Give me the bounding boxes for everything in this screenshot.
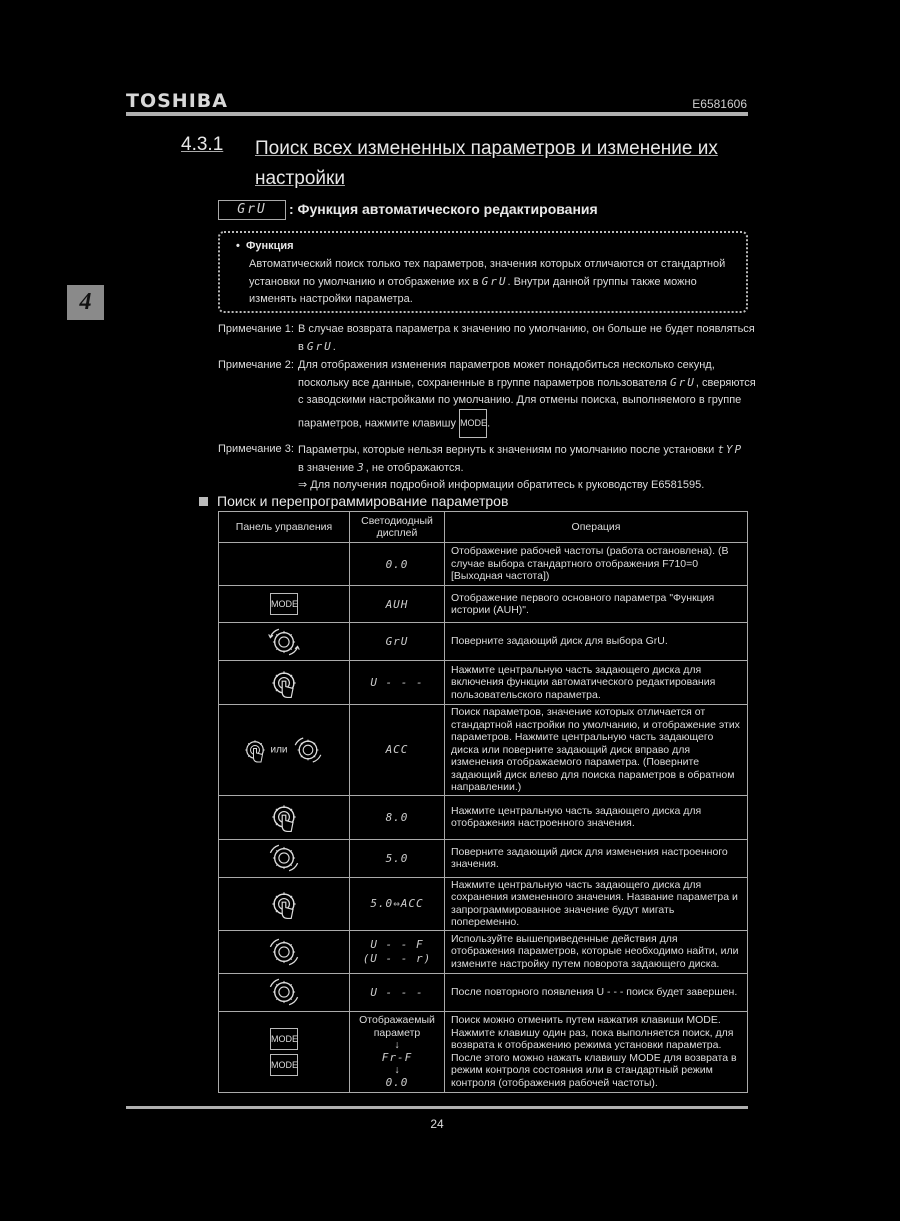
display-cell: U - - F (U - - r) [350,930,445,973]
rotate-dial-icon[interactable] [262,841,306,875]
panel-cell [219,1011,350,1092]
header-display: Светодиодный дисплей [350,512,445,543]
operation-cell: Используйте вышеприведенные действия для отображения параметров, которые необходимо найти, или измените настройку путем поворота задающего диска. [445,930,748,973]
display-cell: AUH [350,586,445,623]
display-cell: 5.0 [350,839,445,877]
mode-key: MODE [459,409,487,438]
table-header-row [219,512,748,543]
panel-cell [219,930,350,973]
operations-table [218,511,748,1093]
note-3: Примечание 3: Параметры, которые нельзя вернуть к значениям по умолчанию после установки tYP в значение 3, не отображаются. ⇒ Для получения подробной информации обратитесь к руководству E6581595. [218,443,744,491]
operation-cell: Нажмите центральную часть задающего диска для отображения настроенного значения. [445,795,748,839]
operation-cell: Поиск параметров, значение которых отличается от стандартной настройки по умолчанию, и отображение этих параметров. Нажмите центральную часть задающего диска или поверните задающий диск вправо для изменения отображаемого параметра. (Поверните задающий диск влево для поиска параметров в обратном направлении.) [445,705,748,796]
function-code-box: GrU [218,200,286,220]
function-description: Автоматический поиск только тех параметров, значения которых отличаются от стандартной установки по умолчанию и отображение их в GrU. Внутри данной группы также можно изменять настройки параметра. [249,258,726,305]
operation-cell: Нажмите центральную часть задающего диска для сохранения измененного значения. Название параметра и запрограммированное значение будут мигать попеременно. [445,877,748,930]
table-row [219,1011,748,1092]
mode-key[interactable]: MODE [270,1054,298,1076]
panel-cell [219,623,350,661]
chapter-tab: 4 [67,285,104,320]
table-row [219,795,748,839]
table-row [219,877,748,930]
press-dial-icon[interactable] [266,665,302,701]
panel-cell [219,877,350,930]
press-dial-icon[interactable] [266,799,302,835]
table-title: Поиск и перепрограммирование параметров [199,493,508,509]
operation-cell: Поиск можно отменить путем нажатия клавиши MODE. Нажмите клавишу один раз, пока выполняется поиск, для возврата к отображению режима установки параметра. После этого можно нажать клавишу MODE для возврата в режим контроля состояния или в стандартный режим контроля (отображения рабочей частоты). [445,1011,748,1092]
mode-key[interactable]: MODE [270,1028,298,1050]
table-row [219,973,748,1011]
display-cell: U - - - [350,661,445,705]
footer-rule [126,1106,748,1109]
operation-cell: После повторного появления U - - - поиск будет завершен. [445,973,748,1011]
press-dial-icon[interactable] [240,732,270,768]
mode-key[interactable]: MODE [270,593,298,615]
panel-cell [219,586,350,623]
table-row [219,705,748,796]
document-number: E6581606 [692,97,747,111]
page-number: 24 [430,1117,444,1131]
operation-cell: Отображение первого основного параметра "Функция истории (AUH)". [445,586,748,623]
panel-cell [219,973,350,1011]
operation-cell: Нажмите центральную часть задающего диска для включения функции автоматического редактирования пользовательского параметра. [445,661,748,705]
panel-cell [219,661,350,705]
table-row [219,586,748,623]
panel-cell [219,705,350,796]
display-cell: ACC [350,705,445,796]
operation-cell: Отображение рабочей частоты (работа остановлена). (В случае выбора стандартного отображения F710=0 [Выходная частота]) [445,543,748,586]
notes-block [218,321,758,494]
panel-cell [219,839,350,877]
table-row [219,543,748,586]
section-number: 4.3.1 [181,134,224,155]
table-row [219,623,748,661]
rotate-dial-icon[interactable] [262,625,306,659]
table-row [219,930,748,973]
display-cell: GrU [350,623,445,661]
or-label: или [270,744,288,756]
rotate-dial-icon[interactable] [262,935,306,969]
display-cell: Отображаемый параметр ↓ Fr-F ↓ 0.0 [350,1011,445,1092]
function-title: : Функция автоматического редактирования [289,201,598,217]
table-row [219,661,748,705]
rotate-dial-icon[interactable] [288,734,328,766]
operation-cell: Поверните задающий диск для выбора GrU. [445,623,748,661]
panel-cell [219,795,350,839]
rotate-dial-icon[interactable] [262,975,306,1009]
header-rule [126,112,748,116]
display-cell: 0.0 [350,543,445,586]
toshiba-logo: TOSHIBA [126,90,228,112]
header-operation: Операция [445,512,748,543]
table-row [219,839,748,877]
press-dial-icon[interactable] [266,886,302,922]
panel-cell [219,543,350,586]
grU-code: GrU [481,275,508,288]
note-1: Примечание 1: В случае возврата параметра к значению по умолчанию, он больше не будет появляться в GrU. [218,323,755,353]
section-title: Поиск всех измененных параметров и изменение их настройки [255,138,718,189]
header-panel: Панель управления [219,512,350,543]
display-cell: 8.0 [350,795,445,839]
display-cell: 5.0⇔ACC [350,877,445,930]
display-cell: U - - - [350,973,445,1011]
note-2: Примечание 2: Для отображения изменения параметров может понадобиться несколько секунд, поскольку все данные, сохраненные в группе параметров пользователя GrU, сверяются с заводскими настройками по умолчанию. Для отмены поиска, выполняемого в группе параметров, нажмите клавишу MODE. [218,357,758,438]
function-bullet-title: • Функция [236,240,294,252]
operation-cell: Поверните задающий диск для изменения настроенного значения. [445,839,748,877]
